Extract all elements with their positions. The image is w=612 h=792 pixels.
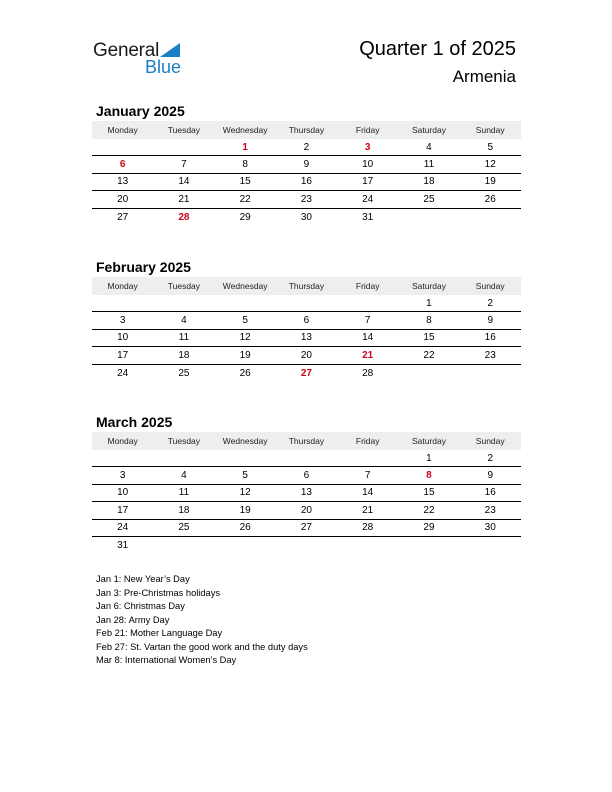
day-cell: 23 (484, 349, 496, 361)
holiday-item: Feb 27: St. Vartan the good work and the duty days (96, 641, 308, 652)
week-row (92, 450, 521, 467)
day-cell: 26 (484, 193, 496, 205)
day-cell: 3 (119, 470, 126, 482)
week-row (92, 485, 521, 502)
holiday-list (96, 573, 308, 668)
day-cell: 21 (178, 193, 190, 205)
day-cell: 16 (484, 332, 496, 344)
holiday-item: Mar 8: International Women’s Day (96, 655, 237, 665)
weekday-label: Thursday (288, 436, 325, 446)
month-title: January 2025 (96, 103, 185, 119)
day-cell: 24 (117, 522, 129, 534)
day-cell: 18 (423, 176, 435, 188)
week-row (92, 295, 521, 312)
weekday-label: Wednesday (222, 436, 268, 446)
day-cell: 24 (362, 193, 374, 205)
day-cell: 10 (362, 159, 374, 171)
day-cell: 19 (239, 504, 251, 516)
day-cell: 5 (242, 315, 248, 327)
logo-triangle-icon (160, 43, 180, 57)
day-cell: 23 (300, 193, 312, 205)
day-cell: 16 (484, 487, 496, 499)
week-row (92, 365, 521, 382)
day-cell: 13 (300, 487, 312, 499)
day-cell: 24 (117, 367, 129, 379)
weekday-label: Wednesday (222, 281, 268, 291)
day-cell: 31 (362, 211, 374, 223)
day-cell: 14 (362, 332, 374, 344)
week-row (92, 139, 521, 156)
week-row (92, 330, 521, 347)
day-cell: 22 (239, 193, 251, 205)
weekday-label: Tuesday (167, 281, 201, 291)
holiday-item: Jan 1: New Year’s Day (96, 574, 190, 584)
day-cell: 4 (181, 470, 187, 482)
week-row (92, 191, 521, 208)
day-cell: 25 (178, 522, 190, 534)
page-title: Quarter 1 of 2025 (359, 38, 516, 60)
day-cell: 7 (364, 315, 371, 327)
weekday-header-row (92, 277, 521, 295)
day-cell: 30 (300, 211, 312, 223)
day-cell: 12 (484, 159, 496, 171)
day-cell: 4 (181, 315, 187, 327)
weekday-label: Sunday (475, 436, 505, 446)
day-cell: 27 (300, 522, 312, 534)
day-cell: 26 (239, 367, 251, 379)
month-title: March 2025 (96, 414, 173, 430)
day-cell: 19 (239, 349, 251, 361)
weekday-label: Monday (107, 436, 138, 446)
day-cell: 15 (239, 176, 251, 188)
day-cell: 13 (300, 332, 312, 344)
day-cell: 18 (178, 504, 190, 516)
day-cell: 18 (178, 349, 190, 361)
day-cell: 20 (300, 349, 312, 361)
day-cell: 21 (362, 504, 374, 516)
day-cell: 8 (242, 159, 248, 171)
day-cell: 28 (362, 367, 374, 379)
day-cell: 11 (178, 487, 190, 499)
day-cell: 5 (487, 141, 493, 153)
holiday-item: Jan 6: Christmas Day (96, 601, 185, 611)
weekday-header-row (92, 432, 521, 450)
weekday-label: Saturday (411, 281, 446, 291)
weekday-label: Sunday (475, 125, 505, 135)
day-cell: 4 (426, 141, 432, 153)
weekday-label: Thursday (288, 281, 325, 291)
weekday-label: Sunday (475, 281, 505, 291)
day-cell: 11 (178, 332, 190, 344)
day-cell: 15 (423, 487, 435, 499)
month-title: February 2025 (96, 259, 191, 275)
day-cell: 8 (426, 470, 432, 482)
day-cell: 6 (303, 470, 310, 482)
day-cell: 17 (117, 349, 129, 361)
day-cell: 17 (362, 176, 374, 188)
week-row (92, 156, 521, 173)
day-cell: 13 (117, 176, 129, 188)
holiday-item: Jan 28: Army Day (96, 614, 170, 625)
weekday-label: Monday (107, 125, 138, 135)
day-cell: 22 (423, 504, 435, 516)
weekday-label: Thursday (288, 125, 325, 135)
day-cell: 5 (242, 470, 248, 482)
week-row (92, 312, 521, 329)
weekday-label: Saturday (411, 125, 446, 135)
day-cell: 10 (117, 332, 129, 344)
day-cell: 29 (423, 522, 435, 534)
day-cell: 25 (423, 193, 435, 205)
month-calendar-march (92, 413, 521, 554)
day-cell: 1 (242, 141, 248, 153)
weekday-header-row (92, 121, 521, 139)
day-cell: 3 (119, 315, 126, 327)
week-row (92, 467, 521, 484)
day-cell: 16 (300, 176, 312, 188)
day-cell: 8 (426, 315, 432, 327)
day-cell: 26 (239, 522, 251, 534)
day-cell: 7 (364, 470, 371, 482)
day-cell: 1 (426, 452, 432, 464)
logo-general-text: General (93, 40, 160, 61)
weekday-label: Tuesday (167, 436, 201, 446)
day-cell: 22 (423, 349, 435, 361)
day-cell: 17 (117, 504, 129, 516)
week-row (92, 209, 521, 226)
weekday-label: Monday (107, 281, 138, 291)
week-row (92, 520, 521, 537)
day-cell: 9 (487, 470, 493, 482)
day-cell: 9 (303, 159, 310, 171)
weekday-label: Saturday (411, 436, 446, 446)
weekday-label: Friday (355, 281, 380, 291)
logo (93, 40, 193, 80)
weekday-label: Wednesday (222, 125, 268, 135)
holiday-item: Jan 3: Pre-Christmas holidays (96, 587, 221, 598)
day-cell: 6 (303, 315, 310, 327)
day-cell: 15 (423, 332, 435, 344)
week-row (92, 502, 521, 519)
day-cell: 1 (426, 297, 432, 309)
month-calendar-january (92, 102, 521, 226)
logo-blue-text: Blue (145, 57, 182, 77)
day-cell: 19 (484, 176, 496, 188)
day-cell: 31 (117, 540, 129, 552)
day-cell: 29 (239, 211, 251, 223)
week-row (92, 347, 521, 364)
day-cell: 27 (300, 367, 312, 379)
day-cell: 9 (487, 315, 493, 327)
day-cell: 6 (119, 159, 126, 171)
day-cell: 27 (117, 211, 129, 223)
day-cell: 3 (364, 141, 371, 153)
week-row (92, 537, 521, 554)
day-cell: 10 (117, 487, 129, 499)
day-cell: 28 (362, 522, 374, 534)
month-calendar-february (92, 258, 521, 382)
day-cell: 25 (178, 367, 190, 379)
weekday-label: Friday (355, 125, 380, 135)
day-cell: 23 (484, 504, 496, 516)
day-cell: 2 (303, 141, 310, 153)
day-cell: 20 (117, 193, 129, 205)
weekday-label: Tuesday (167, 125, 201, 135)
day-cell: 12 (239, 332, 251, 344)
country-name: Armenia (452, 67, 516, 86)
day-cell: 20 (300, 504, 312, 516)
day-cell: 14 (362, 487, 374, 499)
day-cell: 30 (484, 522, 496, 534)
day-cell: 11 (423, 159, 435, 171)
weekday-label: Friday (355, 436, 380, 446)
week-row (92, 174, 521, 191)
day-cell: 12 (239, 487, 251, 499)
day-cell: 2 (487, 297, 493, 309)
day-cell: 28 (178, 211, 190, 223)
day-cell: 2 (487, 452, 493, 464)
day-cell: 14 (178, 176, 190, 188)
day-cell: 21 (362, 349, 374, 361)
holiday-item: Feb 21: Mother Language Day (96, 628, 223, 638)
day-cell: 7 (181, 159, 187, 171)
